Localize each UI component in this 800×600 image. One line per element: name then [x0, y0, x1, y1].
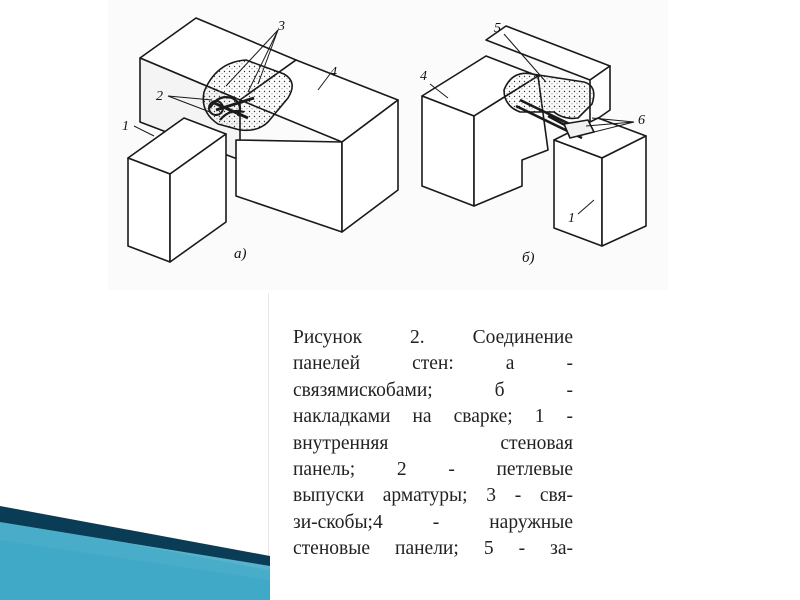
caption-word: -	[432, 511, 440, 533]
caption-word: -	[566, 379, 573, 401]
caption-word: панели;	[395, 538, 459, 560]
caption-word: стен:	[412, 353, 454, 375]
caption-word: панель;	[293, 459, 356, 481]
joint-drawings	[108, 0, 668, 290]
caption-word: -	[518, 538, 526, 560]
caption-line	[293, 378, 573, 404]
caption-word: зи-скобы;4	[293, 511, 383, 533]
drawing-b	[420, 21, 646, 266]
caption-word: накладками	[293, 406, 391, 428]
caption-line	[293, 431, 573, 457]
subfigure-label-b: б)	[522, 250, 535, 266]
panel-a-right-front	[236, 140, 342, 232]
caption-word: сварке;	[453, 406, 513, 428]
caption-line	[293, 483, 573, 509]
callout-b-4: 4	[420, 69, 427, 84]
caption-line	[293, 536, 573, 562]
caption-line	[293, 404, 573, 430]
caption-word: за-	[550, 538, 573, 560]
caption-line	[293, 325, 573, 351]
caption-word: 1	[534, 406, 545, 428]
panel-b-right-front	[554, 140, 602, 246]
caption-word: связямискобами;	[293, 379, 433, 401]
caption-word: -	[566, 353, 573, 375]
caption-word: свя-	[539, 485, 573, 507]
caption-word: а	[505, 353, 515, 375]
panel-b-left-front	[422, 96, 474, 206]
caption-word: б	[494, 379, 505, 401]
caption-word: 2	[396, 459, 407, 481]
caption-word: наружные	[489, 511, 573, 533]
callout-b-5: 5	[494, 21, 501, 36]
subfigure-label-a: а)	[234, 246, 247, 262]
drawing-a	[122, 18, 398, 262]
figure-caption	[293, 325, 573, 563]
caption-word: 2.	[410, 327, 425, 348]
caption-word: стеновая	[500, 432, 573, 454]
caption-word: выпуски	[293, 485, 365, 507]
caption-line	[293, 457, 573, 483]
caption-word: -	[514, 485, 522, 507]
caption-word: стеновые	[293, 538, 370, 560]
callout-a-3: 3	[278, 19, 285, 34]
callout-b-6: 6	[638, 113, 645, 128]
caption-panel	[268, 293, 602, 593]
grout-b	[504, 73, 594, 118]
caption-word: 3	[486, 485, 496, 507]
callout-a-1: 1	[122, 119, 129, 134]
caption-line	[293, 510, 573, 536]
caption-word: -	[566, 406, 573, 428]
caption-line	[293, 351, 573, 377]
caption-word: петлевые	[496, 459, 573, 481]
wall-panel-joint-figure	[108, 0, 668, 290]
caption-word: внутренняя	[293, 432, 389, 454]
caption-word: на	[412, 406, 432, 428]
caption-word: арматуры;	[382, 485, 468, 507]
callout-a-2: 2	[156, 89, 163, 104]
caption-word: Рисунок	[293, 327, 363, 348]
slide-decoration-swoosh	[0, 500, 270, 600]
callout-a-4: 4	[330, 65, 337, 80]
caption-word: -	[448, 459, 455, 481]
panel-a-front-front	[128, 158, 170, 262]
callout-b-1: 1	[568, 211, 575, 226]
caption-word: 5	[483, 538, 494, 560]
caption-word: Соединение	[472, 327, 573, 348]
caption-word: панелей	[293, 353, 361, 375]
